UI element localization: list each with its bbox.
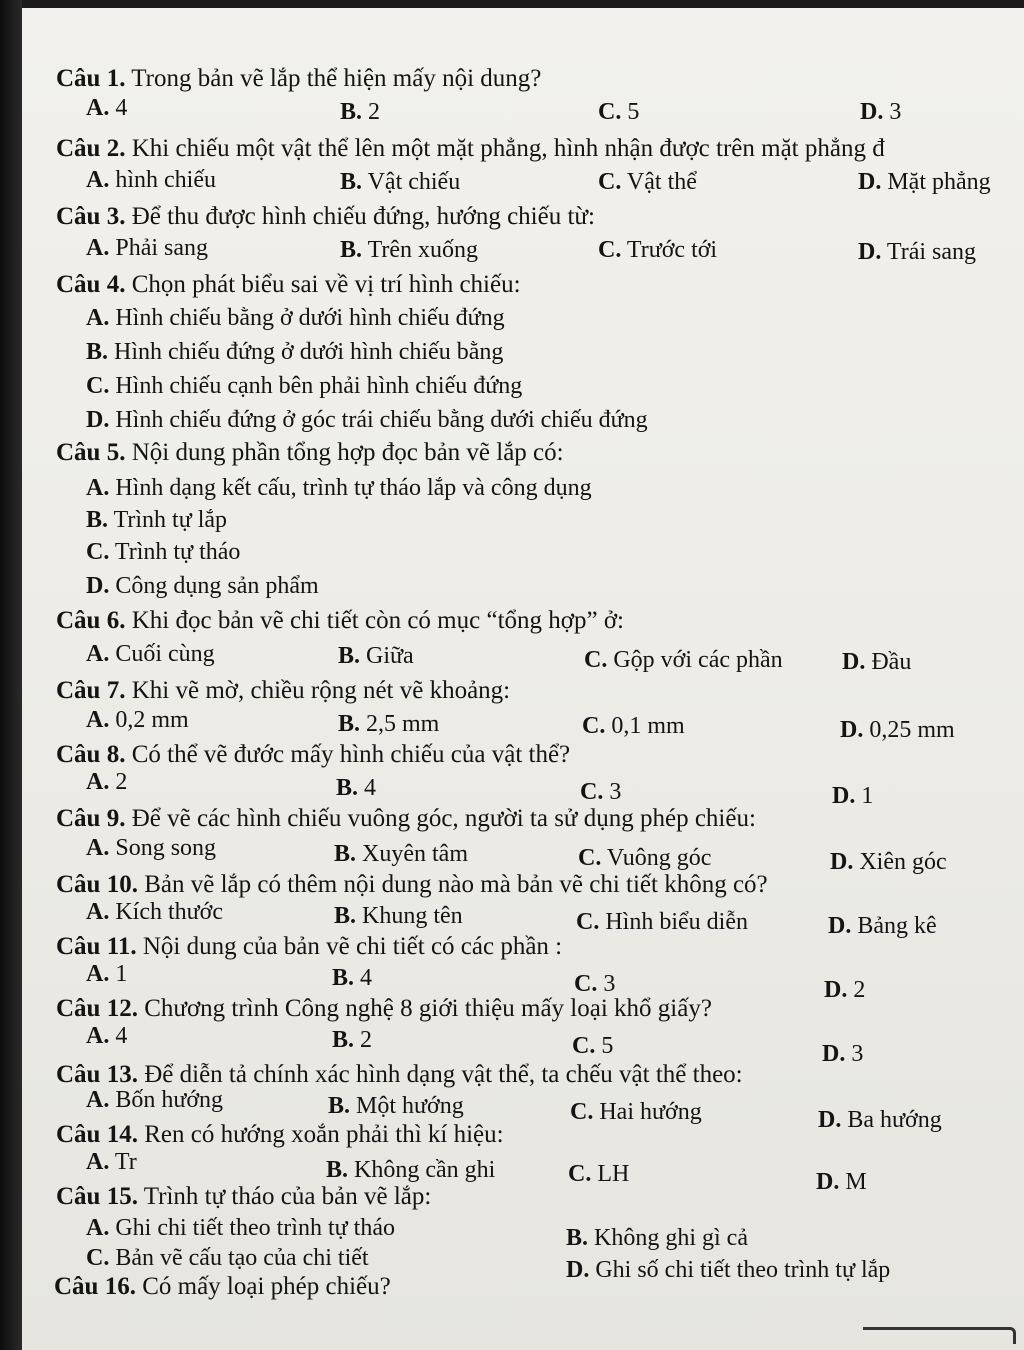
option-letter: C. — [598, 169, 622, 195]
option-letter: A. — [86, 769, 110, 795]
option-text: Hình chiếu cạnh bên phải hình chiếu đứng — [109, 373, 523, 399]
question-16: Câu 16. Có mấy loại phép chiếu? — [54, 1273, 391, 1300]
option-text: 4 — [358, 775, 377, 801]
option-7b — [338, 712, 439, 736]
option-letter: C. — [578, 845, 602, 871]
option-text: 2,5 mm — [360, 711, 440, 737]
option-12a — [86, 1024, 127, 1048]
option-text: Công dụng sản phẩm — [109, 573, 319, 599]
option-letter: C. — [582, 713, 606, 739]
option-5b — [86, 508, 227, 532]
option-letter: C. — [584, 647, 608, 673]
question-11: Câu 11. Nội dung của bản vẽ chi tiết có các phần : — [56, 933, 563, 960]
option-letter: B. — [332, 1027, 355, 1053]
option-11d — [824, 978, 865, 1002]
option-text: 0,1 mm — [605, 713, 685, 739]
option-1c — [598, 100, 639, 124]
option-3a — [86, 236, 208, 260]
option-8b — [336, 776, 376, 800]
option-text: hình chiếu — [109, 167, 216, 193]
option-6b — [338, 644, 414, 668]
option-letter: A. — [86, 1087, 110, 1113]
option-letter: B. — [340, 237, 363, 263]
option-text: Tr — [109, 1149, 137, 1175]
option-12b — [332, 1028, 372, 1052]
option-text: Xuyên tâm — [356, 841, 468, 867]
option-text: 0,2 mm — [109, 707, 189, 733]
option-11c — [574, 972, 615, 996]
option-letter: D. — [822, 1041, 846, 1067]
option-text: Gộp với các phần — [607, 647, 783, 673]
option-8c — [580, 780, 621, 804]
option-letter: B. — [328, 1093, 351, 1119]
option-letter: D. — [832, 783, 856, 809]
option-6d — [842, 650, 911, 674]
option-letter: C. — [576, 909, 600, 935]
option-letter: D. — [828, 913, 852, 939]
option-letter: C. — [580, 779, 604, 805]
option-letter: C. — [598, 99, 622, 125]
option-3d — [858, 240, 976, 264]
option-3c — [598, 238, 717, 262]
option-15c — [86, 1246, 369, 1270]
option-5c — [86, 540, 240, 564]
option-letter: B. — [86, 339, 109, 365]
option-letter: B. — [340, 99, 363, 125]
option-letter: C. — [86, 539, 110, 565]
option-letter: A. — [86, 961, 110, 987]
option-12c — [572, 1034, 613, 1058]
option-text: Bốn hướng — [109, 1087, 224, 1113]
option-15a — [86, 1216, 395, 1240]
option-text: Bản vẽ cấu tạo của chi tiết — [109, 1245, 369, 1271]
option-text: Mặt phẳng — [881, 169, 991, 195]
option-text: Hình biểu diễn — [599, 909, 748, 935]
option-14b — [326, 1158, 495, 1182]
option-letter: D. — [842, 649, 866, 675]
option-11a — [86, 962, 127, 986]
question-12: Câu 12. Chương trình Công nghệ 8 giới thiệu mấy loại khổ giấy? — [56, 995, 712, 1022]
option-letter: B. — [86, 507, 109, 533]
option-text: Trước tới — [621, 237, 718, 263]
option-text: M — [839, 1169, 867, 1195]
option-letter: B. — [338, 643, 361, 669]
option-text: Vuông góc — [601, 845, 712, 871]
option-1a — [86, 96, 127, 120]
option-letter: B. — [326, 1157, 349, 1183]
option-text: Một hướng — [350, 1093, 464, 1119]
option-text: 5 — [595, 1033, 614, 1059]
option-2b — [340, 170, 460, 194]
option-letter: A. — [86, 475, 110, 501]
option-4a — [86, 306, 505, 330]
option-1d — [860, 100, 901, 124]
option-text: Ghi chi tiết theo trình tự tháo — [109, 1215, 395, 1241]
option-4b — [86, 340, 503, 364]
option-letter: C. — [86, 373, 110, 399]
option-text: 3 — [597, 971, 616, 997]
option-letter: B. — [566, 1225, 589, 1251]
option-text: Hai hướng — [593, 1099, 702, 1125]
option-letter: A. — [86, 95, 110, 121]
option-letter: D. — [860, 99, 884, 125]
question-8: Câu 8. Có thể vẽ đước mấy hình chiếu của vật thể? — [56, 741, 571, 768]
option-text: LH — [591, 1161, 630, 1187]
exam-sheet — [22, 8, 1024, 1350]
option-letter: D. — [858, 239, 882, 265]
question-3: Câu 3. Để thu được hình chiếu đứng, hướng chiếu từ: — [56, 203, 595, 230]
question-2: Câu 2. Khi chiếu một vật thể lên một mặt phẳng, hình nhận được trên mặt phẳng đ — [56, 135, 885, 162]
option-text: Trên xuống — [362, 237, 479, 263]
question-7: Câu 7. Khi vẽ mờ, chiều rộng nét vẽ khoảng: — [56, 677, 511, 704]
option-text: Ba hướng — [841, 1107, 942, 1133]
option-text: Đầu — [865, 649, 912, 675]
option-1b — [340, 100, 380, 124]
option-3b — [340, 238, 478, 262]
option-5d — [86, 574, 319, 598]
option-4c — [86, 374, 522, 398]
option-text: Giữa — [360, 643, 414, 669]
option-letter: D. — [830, 849, 854, 875]
option-text: 4 — [109, 1023, 128, 1049]
option-5a — [86, 476, 592, 500]
option-text: 3 — [845, 1041, 864, 1067]
option-13d — [818, 1108, 942, 1132]
photo-left-edge — [0, 0, 22, 1350]
option-text: 0,25 mm — [863, 717, 955, 743]
option-14c — [568, 1162, 629, 1186]
option-text: Không cần ghi — [348, 1157, 496, 1183]
option-letter: A. — [86, 835, 110, 861]
option-letter: A. — [86, 641, 110, 667]
question-4: Câu 4. Chọn phát biểu sai về vị trí hình chiếu: — [56, 271, 521, 298]
option-text: 2 — [362, 99, 381, 125]
option-12d — [822, 1042, 863, 1066]
option-text: Không ghi gì cả — [588, 1225, 748, 1251]
option-text: Khung tên — [356, 903, 463, 929]
option-text: Hình chiếu đứng ở góc trái chiếu bằng dưới chiếu đứng — [109, 407, 648, 433]
option-letter: A. — [86, 1215, 110, 1241]
question-1: Câu 1. Trong bản vẽ lắp thể hiện mấy nội dung? — [56, 65, 542, 92]
option-letter: B. — [338, 711, 361, 737]
option-text: Hình chiếu đứng ở dưới hình chiếu bằng — [108, 339, 504, 365]
option-letter: B. — [334, 903, 357, 929]
option-7c — [582, 714, 685, 738]
option-8d — [832, 784, 873, 808]
option-9c — [578, 846, 711, 870]
option-6a — [86, 642, 215, 666]
option-2c — [598, 170, 697, 194]
option-11b — [332, 966, 372, 990]
option-letter: D. — [818, 1107, 842, 1133]
option-letter: C. — [568, 1161, 592, 1187]
option-15b — [566, 1226, 748, 1250]
option-letter: C. — [574, 971, 598, 997]
option-text: Cuối cùng — [109, 641, 215, 667]
option-6c — [584, 648, 783, 672]
option-text: Bảng kê — [851, 913, 937, 939]
question-10: Câu 10. Bản vẽ lắp có thêm nội dung nào mà bản vẽ chi tiết không có? — [56, 871, 768, 898]
option-text: 2 — [847, 977, 866, 1003]
option-10c — [576, 910, 748, 934]
question-13: Câu 13. Để diễn tả chính xác hình dạng vật thể, ta chếu vật thể theo: — [56, 1061, 743, 1088]
option-text: 4 — [354, 965, 373, 991]
option-7d — [840, 718, 955, 742]
option-text: Trái sang — [881, 239, 977, 265]
option-letter: C. — [86, 1245, 110, 1271]
option-14d — [816, 1170, 867, 1194]
option-letter: D. — [858, 169, 882, 195]
question-15: Câu 15. Trình tự tháo của bản vẽ lắp: — [56, 1183, 432, 1210]
option-9b — [334, 842, 468, 866]
option-15d — [566, 1258, 890, 1282]
option-letter: D. — [86, 573, 110, 599]
option-9a — [86, 836, 216, 860]
option-text: 5 — [621, 99, 640, 125]
option-letter: D. — [824, 977, 848, 1003]
option-text: Hình dạng kết cấu, trình tự tháo lắp và công dụng — [109, 475, 592, 501]
option-text: Ghi số chi tiết theo trình tự lắp — [589, 1257, 891, 1283]
option-letter: A. — [86, 167, 110, 193]
option-7a — [86, 708, 189, 732]
option-text: Trình tự tháo — [109, 539, 241, 565]
option-letter: A. — [86, 1149, 110, 1175]
option-letter: C. — [570, 1099, 594, 1125]
option-letter: C. — [598, 237, 622, 263]
option-4d — [86, 408, 648, 432]
option-letter: B. — [332, 965, 355, 991]
option-text: 3 — [883, 99, 902, 125]
option-letter: D. — [566, 1257, 590, 1283]
option-letter: C. — [572, 1033, 596, 1059]
option-text: Trình tự lắp — [108, 507, 228, 533]
option-10a — [86, 900, 223, 924]
question-14: Câu 14. Ren có hướng xoắn phải thì kí hiệu: — [56, 1121, 504, 1148]
option-letter: D. — [840, 717, 864, 743]
option-2a — [86, 168, 216, 192]
option-text: Phải sang — [109, 235, 209, 261]
option-10d — [828, 914, 937, 938]
option-text: 1 — [109, 961, 128, 987]
option-text: Song song — [109, 835, 217, 861]
option-letter: D. — [816, 1169, 840, 1195]
option-14a — [86, 1150, 137, 1174]
option-text: 2 — [354, 1027, 373, 1053]
question-5: Câu 5. Nội dung phần tổng hợp đọc bản vẽ lắp có: — [56, 439, 564, 466]
option-8a — [86, 770, 127, 794]
option-10b — [334, 904, 463, 928]
option-13c — [570, 1100, 702, 1124]
option-13b — [328, 1094, 464, 1118]
option-text: 2 — [109, 769, 128, 795]
option-letter: A. — [86, 235, 110, 261]
option-text: Vật chiếu — [362, 169, 461, 195]
option-text: 1 — [855, 783, 874, 809]
option-9d — [830, 850, 947, 874]
option-text: Xiên góc — [853, 849, 947, 875]
question-9: Câu 9. Để vẽ các hình chiếu vuông góc, người ta sử dụng phép chiếu: — [56, 805, 756, 832]
option-letter: A. — [86, 707, 110, 733]
option-letter: B. — [340, 169, 363, 195]
option-13a — [86, 1088, 223, 1112]
option-letter: A. — [86, 305, 110, 331]
corner-box-mark — [863, 1327, 1016, 1344]
option-letter: D. — [86, 407, 110, 433]
option-letter: A. — [86, 899, 110, 925]
option-text: 3 — [603, 779, 622, 805]
option-text: Kích thước — [109, 899, 224, 925]
option-text: Hình chiếu bằng ở dưới hình chiếu đứng — [109, 305, 505, 331]
option-letter: B. — [334, 841, 357, 867]
option-text: 4 — [109, 95, 128, 121]
question-6: Câu 6. Khi đọc bản vẽ chi tiết còn có mục “tổng hợp” ở: — [56, 607, 624, 634]
option-letter: B. — [336, 775, 359, 801]
option-text: Vật thể — [621, 169, 697, 195]
option-2d — [858, 170, 991, 194]
option-letter: A. — [86, 1023, 110, 1049]
